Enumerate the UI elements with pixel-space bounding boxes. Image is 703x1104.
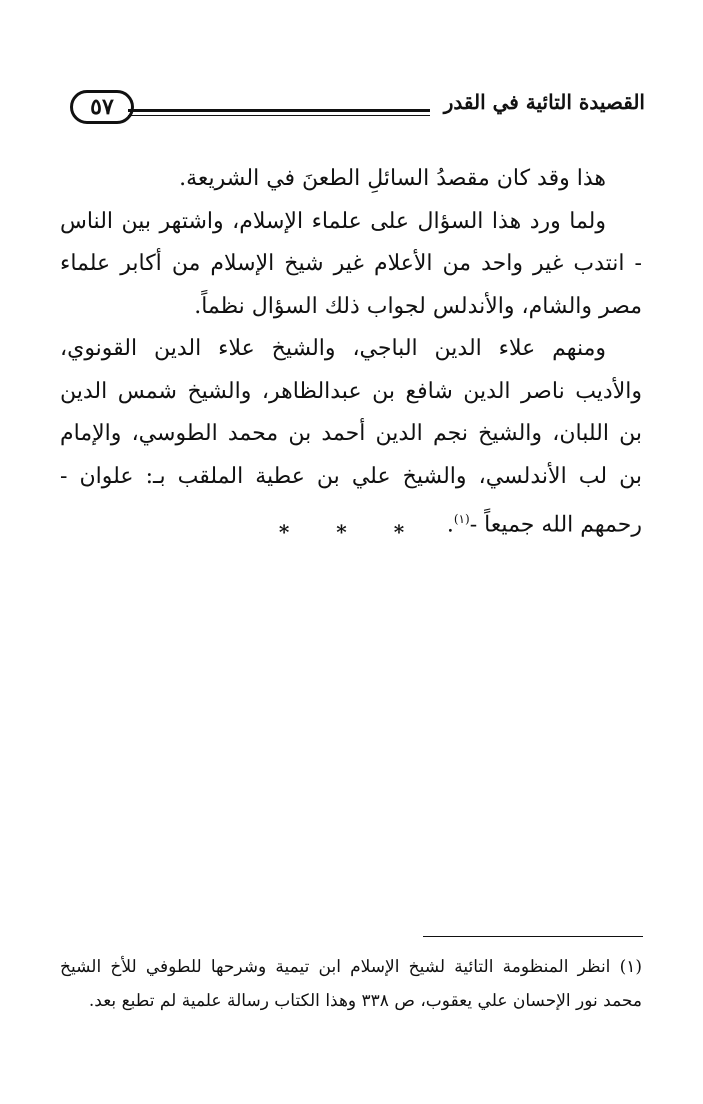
main-text xyxy=(60,158,642,547)
closing-period: . xyxy=(446,512,454,538)
page-header xyxy=(70,88,645,130)
footnote-rule xyxy=(423,936,643,937)
paragraph-3-text: ومنهم علاء الدين الباجي، والشيخ علاء الدين القونوي، والأديب ناصر الدين شافع بن عبدالظاهر، والشيخ شمس الدين بن اللبان، والشيخ نجم الدين أحمد بن محمد الطوسي، والإمام بن لب الأندلسي، والشيخ علي بن عطية الملقب بـ: علوان - رحمهم الله جميعاً - xyxy=(60,336,642,538)
header-rule xyxy=(128,109,430,112)
footnote: (١) انظر المنظومة التائية لشيخ الإسلام ابن تيمية وشرحها للطوفي للأخ الشيخ محمد نور الإحسان علي يعقوب، ص ٣٣٨ وهذا الكتاب رسالة علمية لم تطبع بعد. xyxy=(60,957,642,1011)
paragraph-3 xyxy=(60,328,642,547)
page-number: ٥٧ xyxy=(70,90,134,124)
running-title: القصيدة التائية في القدر xyxy=(443,90,645,114)
paragraph-1: هذا وقد كان مقصدُ السائلِ الطعنَ في الشريعة. xyxy=(179,166,606,191)
footnote-marker: (١) xyxy=(453,512,470,526)
section-separator: * * * xyxy=(278,520,425,544)
paragraph-2: ولما ورد هذا السؤال على علماء الإسلام، واشتهر بين الناس - انتدب غير واحد من الأعلام غير شيخ الإسلام من أكابر علماء مصر والشام، والأندلس لجواب ذلك السؤال نظماً. xyxy=(60,208,642,319)
